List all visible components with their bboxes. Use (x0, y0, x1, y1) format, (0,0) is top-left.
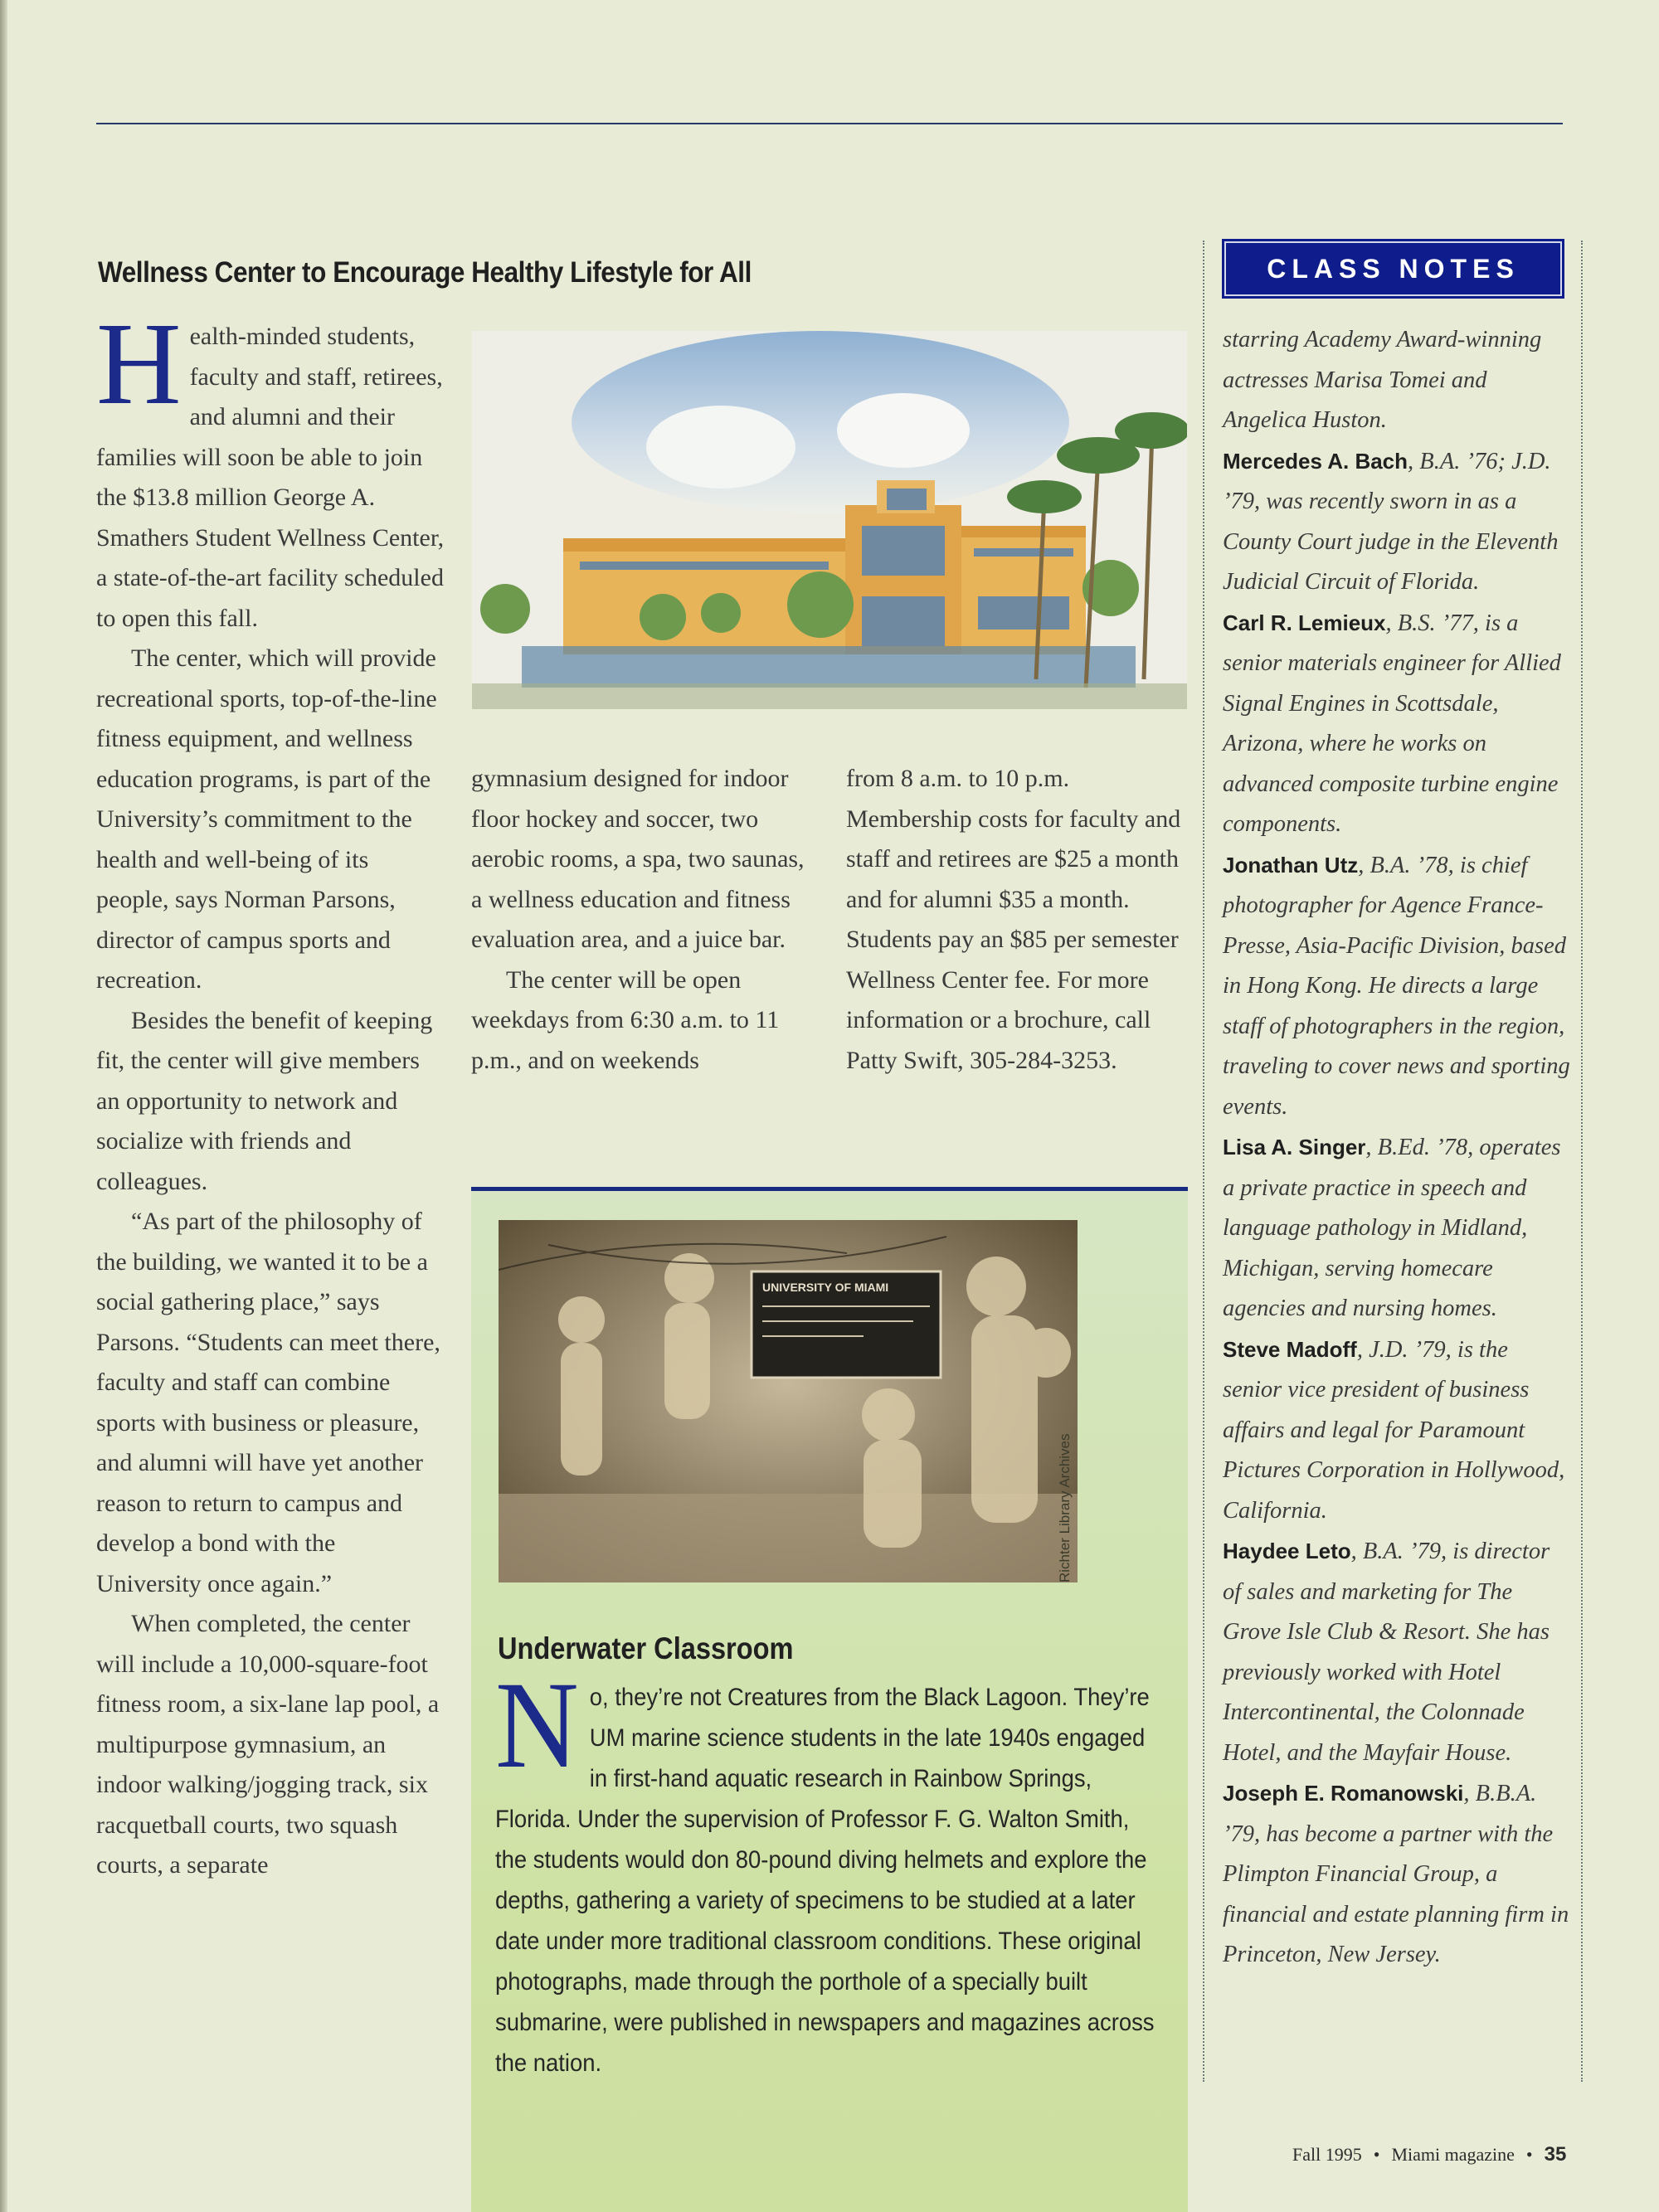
alumni-name: Mercedes A. Bach (1223, 448, 1408, 474)
alumni-name: Lisa A. Singer (1223, 1135, 1366, 1159)
sidebar-headline: Underwater Classroom (498, 1631, 794, 1665)
issue-date: Fall 1995 (1292, 2144, 1362, 2165)
class-notes-list (1223, 320, 1571, 1976)
class-note-entry: Haydee Leto, B.A. ’79, is director of sales and marketing for The Grove Isle Club & Resort. She has previously worked with Hotel Intercontinental, the Colonnade Hotel, and the Mayfair House. (1223, 1539, 1550, 1766)
footer-separator: • (1525, 2144, 1533, 2165)
paragraph-8: from 8 a.m. to 10 p.m. Membership costs for faculty and staff and retirees are $25 a month and for alumni $35 a month. Students pay an $85 per semester Wellness Center fee. For more information or a brochure, call Patty Swift, 305-284-3253. (846, 765, 1181, 1074)
paragraph-3: Besides the benefit of keeping fit, the center will give members an opportunity to network and socialize with friends and colleagues. (96, 1006, 433, 1195)
paragraph-5: When completed, the center will include a 10,000-square-foot fitness room, a six-lane lap pool, a multipurpose gymnasium, an indoor walking/jogging track, six racquetball courts, two squash courts, a separate (96, 1610, 440, 1879)
class-note-entry: Steve Madoff, J.D. ’79, is the senior vice president of business affairs and legal for Paramount Pictures Corporation in Hollywood, California. (1223, 1336, 1565, 1524)
drop-cap-h: H (96, 298, 182, 429)
footer-separator: • (1373, 2144, 1380, 2165)
drop-cap-n: N (495, 1656, 579, 1794)
class-notes-left-border (1203, 241, 1204, 2082)
article-column-3 (846, 759, 1194, 1081)
underwater-students-photo (499, 1220, 1078, 1582)
class-notes-banner: CLASS NOTES (1222, 239, 1564, 299)
paragraph-6: gymnasium designed for indoor floor hockey and soccer, two aerobic rooms, a spa, two saunas, a wellness education and fitness evaluation area, and a juice bar. (471, 765, 805, 953)
top-rule (96, 123, 1563, 124)
class-note-entry: Joseph E. Romanowski, B.B.A. ’79, has become a partner with the Plimpton Financial Group, a financial and estate planning firm in Princeton, New Jersey. (1223, 1781, 1569, 1967)
alumni-name: Carl R. Lemieux (1223, 610, 1386, 635)
paragraph-2: The center, which will provide recreational sports, top-of-the-line fitness equipment, and wellness education programs, is part of the University’s commitment to the health and well-being of its people, says Norman Parsons, director of campus sports and recreation. (96, 644, 437, 994)
magazine-name: Miami magazine (1391, 2144, 1515, 2165)
class-note-entry: Carl R. Lemieux, B.S. ’77, is a senior materials engineer for Allied Signal Engines in Scottsdale, Arizona, where he works on advanced composite turbine engine components. (1223, 610, 1561, 837)
paragraph-7: The center will be open weekdays from 6:30 a.m. to 11 p.m., and on weekends (471, 965, 780, 1074)
class-notes-right-border (1581, 241, 1583, 2082)
class-note-entry: Mercedes A. Bach, B.A. ’76; J.D. ’79, was recently sworn in as a County Court judge in the Eleventh Judicial Circuit of Florida. (1223, 448, 1559, 595)
sign-board-text: UNIVERSITY OF MIAMI (762, 1281, 889, 1294)
article-headline: Wellness Center to Encourage Healthy Lifestyle for All (98, 256, 752, 289)
alumni-name: Steve Madoff (1223, 1336, 1357, 1362)
page-footer (1292, 2143, 1566, 2166)
wellness-center-illustration (472, 331, 1187, 709)
sidebar-top-rule (471, 1187, 1188, 1191)
class-note-entry: Lisa A. Singer, B.Ed. ’78, operates a private practice in speech and language pathology in Midland, Michigan, serving homecare agencies and nursing homes. (1223, 1135, 1561, 1321)
paragraph-4: “As part of the philosophy of the building, we wanted it to be a social gathering place,” says Parsons. “Students can meet there, faculty and staff can combine sports with business or pleasure, and alumni will have yet another reason to return to campus and develop a bond with the University once again.” (96, 1208, 440, 1597)
sidebar-body (495, 1656, 1163, 2083)
article-column-1 (96, 298, 445, 1886)
alumni-name: Haydee Leto (1223, 1539, 1351, 1563)
class-note-intro: starring Academy Award-winning actresses Marisa Tomei and Angelica Huston. (1223, 327, 1542, 433)
alumni-name: Jonathan Utz (1223, 852, 1359, 878)
page-spine-shadow (0, 0, 7, 2212)
page-number: 35 (1544, 2143, 1567, 2166)
sidebar-paragraph: No, they’re not Creatures from the Black Lagoon. They’re UM marine science students in the late 1940s engaged in first-hand aquatic research in Rainbow Springs, Florida. Under the supervision of Professor F. G. Walton Smith, the students would don 80-pound diving helmets and explore the depths, gathering a variety of specimens to be studied at a later date under more traditional classroom conditions. These original photographs, made through the porthole of a specially built submarine, were published in newspapers and magazines across the nation. (495, 1656, 1155, 2077)
alumni-name: Joseph E. Romanowski (1223, 1781, 1464, 1806)
paragraph-1: Health-minded students, faculty and staff, retirees, and alumni and their families will soon be able to join the $13.8 million George A. Smathers Student Wellness Center, a state-of-the-art facility scheduled to open this fall. (96, 298, 445, 632)
article-column-2 (471, 759, 820, 1081)
photo-credit: Richter Library Archives (1057, 1433, 1073, 1582)
class-note-entry: Jonathan Utz, B.A. ’78, is chief photographer for Agence France-Presse, Asia-Pacific Division, based in Hong Kong. He directs a large staff of photographers in the region, traveling to cover news and sporting events. (1223, 852, 1570, 1120)
